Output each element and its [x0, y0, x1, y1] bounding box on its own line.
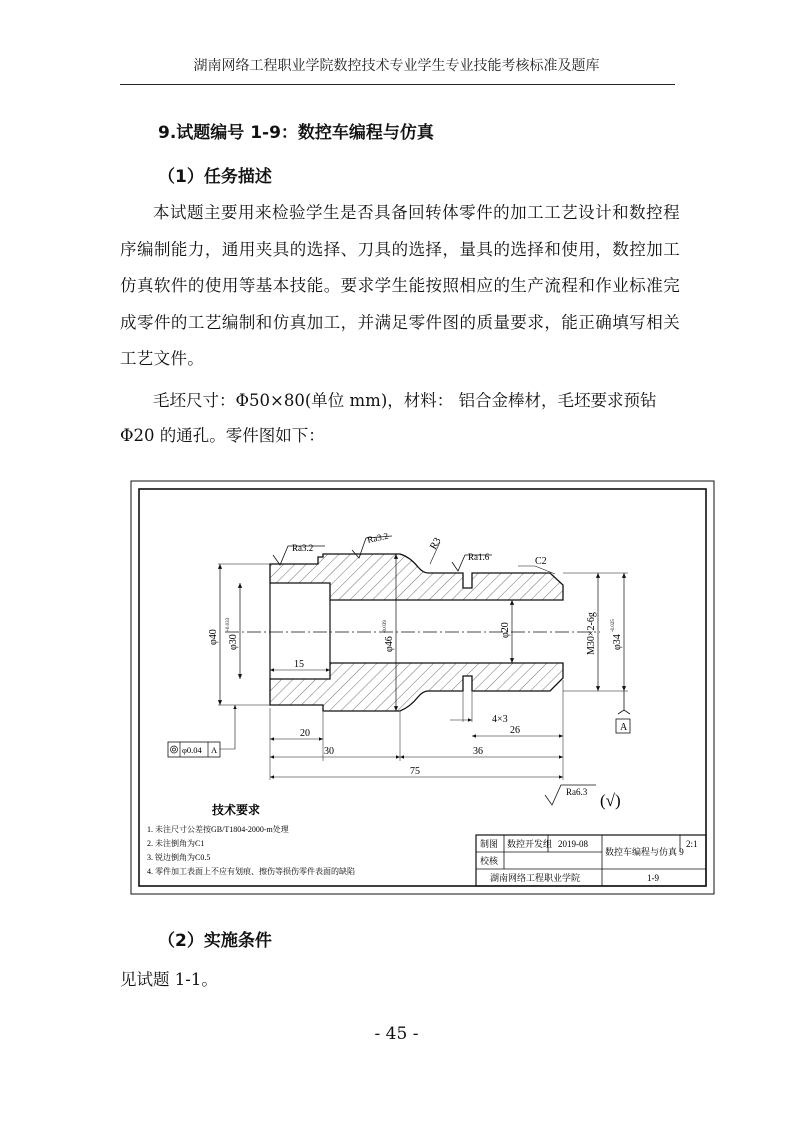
- section-title: 9.试题编号 1-9：数控车编程与仿真: [158, 123, 434, 143]
- header-rule: [120, 84, 675, 85]
- roughness-ra16: Ra1.6: [468, 552, 490, 562]
- roughness-ra63: Ra6.3: [566, 787, 588, 797]
- title-date: 2019-08: [558, 839, 588, 849]
- title-number: 1-9: [647, 873, 659, 883]
- datum-label: A: [620, 722, 628, 733]
- m30-label: M30×2-6g: [586, 612, 597, 655]
- task-paragraph-1: 本试题主要用来检验学生是否具备回转体零件的加工工艺设计和数控程序编制能力，通用夹具的选择、刀具的选择，量具的选择和使用，数控加工仿真软件的使用等基本技能。要求学生能按照相应的生产流程和作业标准完成零件的工艺编制和仿真加工，并满足零件图的质量要求，能正确填写相关工艺文件。: [120, 203, 680, 368]
- conditions-text: 见试题 1-1。: [120, 970, 218, 989]
- d30-label: φ30: [228, 634, 239, 650]
- task-heading: （1）任务描述: [158, 167, 272, 187]
- page-header: 湖南网络工程职业学院数控技术专业学生专业技能考核标准及题库: [193, 58, 600, 74]
- dim-20: 20: [300, 728, 310, 739]
- r3-label: R3: [428, 535, 444, 552]
- upper-section: [270, 554, 563, 600]
- d34-tolerance: -0.025: [611, 619, 616, 632]
- dim-26: 26: [510, 725, 520, 736]
- dim-36: 36: [473, 746, 483, 757]
- d46-label: φ46: [384, 636, 395, 652]
- d30-tolerance: +0.033: [226, 617, 231, 632]
- tech-req-item: 3. 锐边倒角为C0.5: [147, 853, 211, 862]
- title-check-label: 校核: [480, 856, 499, 866]
- roughness-ra32-a: Ra3.2: [292, 543, 314, 553]
- d40-label: φ40: [208, 629, 219, 645]
- roughness-paren-check: (√): [600, 791, 621, 810]
- tech-req-title: 技术要求: [212, 803, 261, 817]
- dim-15: 15: [294, 659, 304, 670]
- c2-label: C2: [535, 556, 547, 567]
- title-draw-label: 制图: [480, 839, 499, 849]
- title-scale: 2:1: [686, 839, 698, 849]
- d20-label: φ20: [500, 622, 511, 638]
- task-paragraph-2: 毛坯尺寸：Φ50×80(单位 mm)，材料： 铝合金棒材，毛坯要求预钻Φ20 的通孔。零件图如下：: [120, 391, 657, 445]
- dim-30: 30: [324, 746, 334, 757]
- dim-groove: 4×3: [492, 714, 508, 725]
- dim-75: 75: [410, 766, 420, 777]
- page-number: - 45 -: [374, 1024, 419, 1044]
- roughness-ra32-b: Ra3.2: [366, 530, 390, 545]
- d46-tolerance: -0.039: [383, 620, 388, 633]
- tolerance-datum: A: [211, 745, 218, 755]
- title-part-name: 数控车编程与仿真 9: [605, 847, 684, 857]
- title-school: 湖南网络工程职业学院: [490, 873, 581, 883]
- conditions-heading: （2）实施条件: [158, 931, 272, 951]
- title-drawer: 数控开发组: [507, 839, 553, 849]
- tech-req-item: 2. 未注倒角为C1: [147, 839, 205, 848]
- tech-req-item: 1. 未注尺寸公差按GB/T1804-2000-m处理: [147, 825, 289, 834]
- tech-req-item: 4. 零件加工表面上不应有划痕、擦伤等损伤零件表面的缺陷: [147, 867, 355, 876]
- tolerance-value: φ0.04: [182, 745, 202, 755]
- part-drawing: [130, 480, 715, 895]
- d34-label: φ34: [612, 634, 623, 650]
